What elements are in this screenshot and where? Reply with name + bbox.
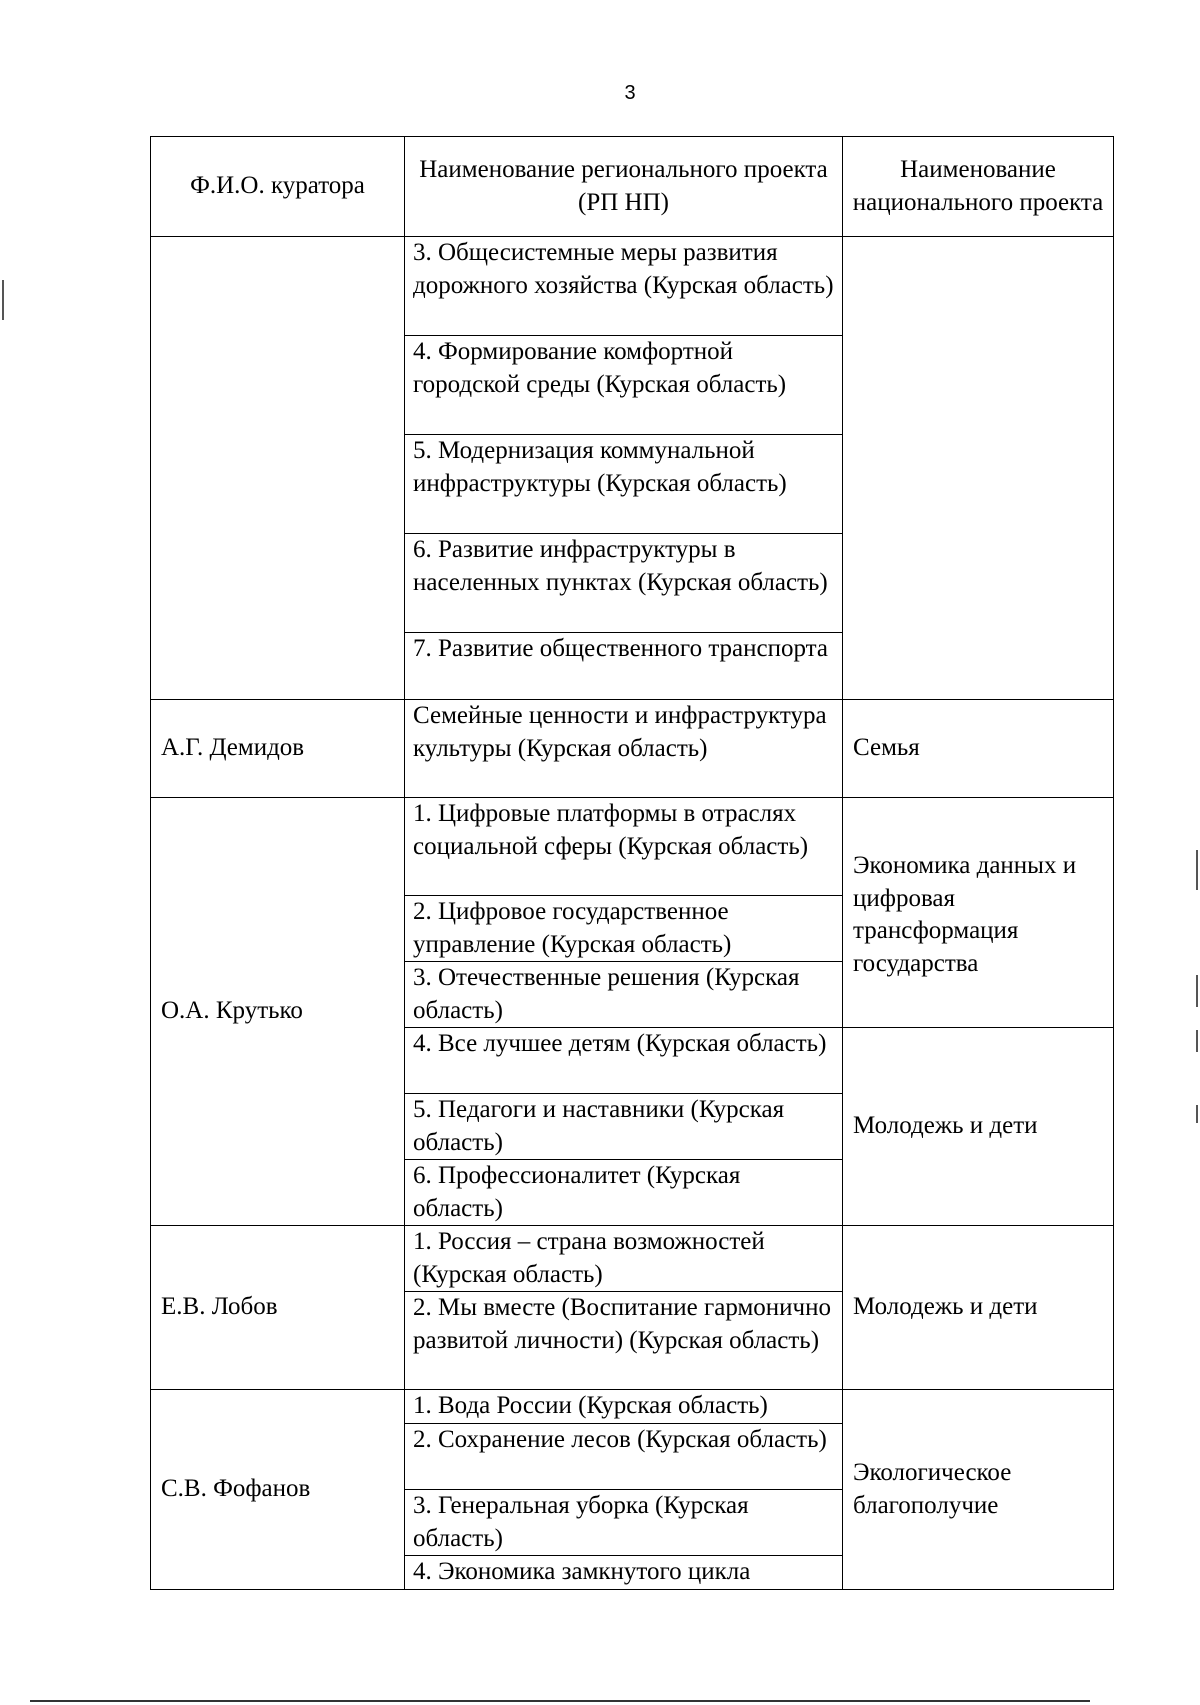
curator-cell: Е.В. Лобов — [151, 1226, 405, 1390]
national-project-cell: Молодежь и дети — [843, 1028, 1114, 1226]
curator-cell: О.А. Крутько — [151, 798, 405, 1226]
scan-edge-mark — [2, 280, 4, 320]
project-cell: 1. Цифровые платформы в отраслях социальной сферы (Курская область) — [405, 798, 843, 896]
page-number: 3 — [624, 82, 636, 104]
national-project-cell: Экономика данных и цифровая трансформация государства — [843, 798, 1114, 1028]
project-cell: 4. Формирование комфортной городской среды (Курская область) — [405, 336, 843, 435]
national-project-cell: Экологическое благополучие — [843, 1390, 1114, 1590]
project-cell: 5. Модернизация коммунальной инфраструктуры (Курская область) — [405, 435, 843, 534]
project-cell: 2. Мы вместе (Воспитание гармонично развитой личности) (Курская область) — [405, 1292, 843, 1390]
project-cell: 3. Генеральная уборка (Курская область) — [405, 1490, 843, 1556]
curator-cell-continued — [151, 237, 405, 700]
project-cell: 5. Педагоги и наставники (Курская область) — [405, 1094, 843, 1160]
national-project-cell: Семья — [843, 700, 1114, 798]
project-cell: 7. Развитие общественного транспорта — [405, 633, 843, 700]
scan-edge-mark — [1196, 850, 1198, 890]
project-cell: 3. Общесистемные меры развития дорожного хозяйства (Курская область) — [405, 237, 843, 336]
national-project-cell-continued — [843, 237, 1114, 700]
project-cell: 3. Отечественные решения (Курская область) — [405, 962, 843, 1028]
project-cell: 4. Экономика замкнутого цикла — [405, 1556, 843, 1590]
scan-edge-mark — [1196, 975, 1198, 1007]
header-curator: Ф.И.О. куратора — [151, 137, 405, 237]
project-cell: 6. Профессионалитет (Курская область) — [405, 1160, 843, 1226]
scan-edge-mark — [1196, 1030, 1198, 1052]
project-cell: 1. Вода России (Курская область) — [405, 1390, 843, 1424]
national-project-cell: Молодежь и дети — [843, 1226, 1114, 1390]
curator-cell: С.В. Фофанов — [151, 1390, 405, 1590]
header-regional-project: Наименование регионального проекта (РП НП) — [405, 137, 843, 237]
project-cell: Семейные ценности и инфраструктура культуры (Курская область) — [405, 700, 843, 798]
curator-cell: А.Г. Демидов — [151, 700, 405, 798]
header-national-project: Наименование национального проекта — [843, 137, 1114, 237]
project-cell: 1. Россия – страна возможностей (Курская область) — [405, 1226, 843, 1292]
scan-edge-mark — [1196, 1105, 1198, 1123]
bottom-scan-line — [30, 1700, 1090, 1702]
curators-table — [150, 136, 1114, 1590]
project-cell: 6. Развитие инфраструктуры в населенных пунктах (Курская область) — [405, 534, 843, 633]
project-cell: 4. Все лучшее детям (Курская область) — [405, 1028, 843, 1094]
project-cell: 2. Сохранение лесов (Курская область) — [405, 1424, 843, 1490]
project-cell: 2. Цифровое государственное управление (Курская область) — [405, 896, 843, 962]
